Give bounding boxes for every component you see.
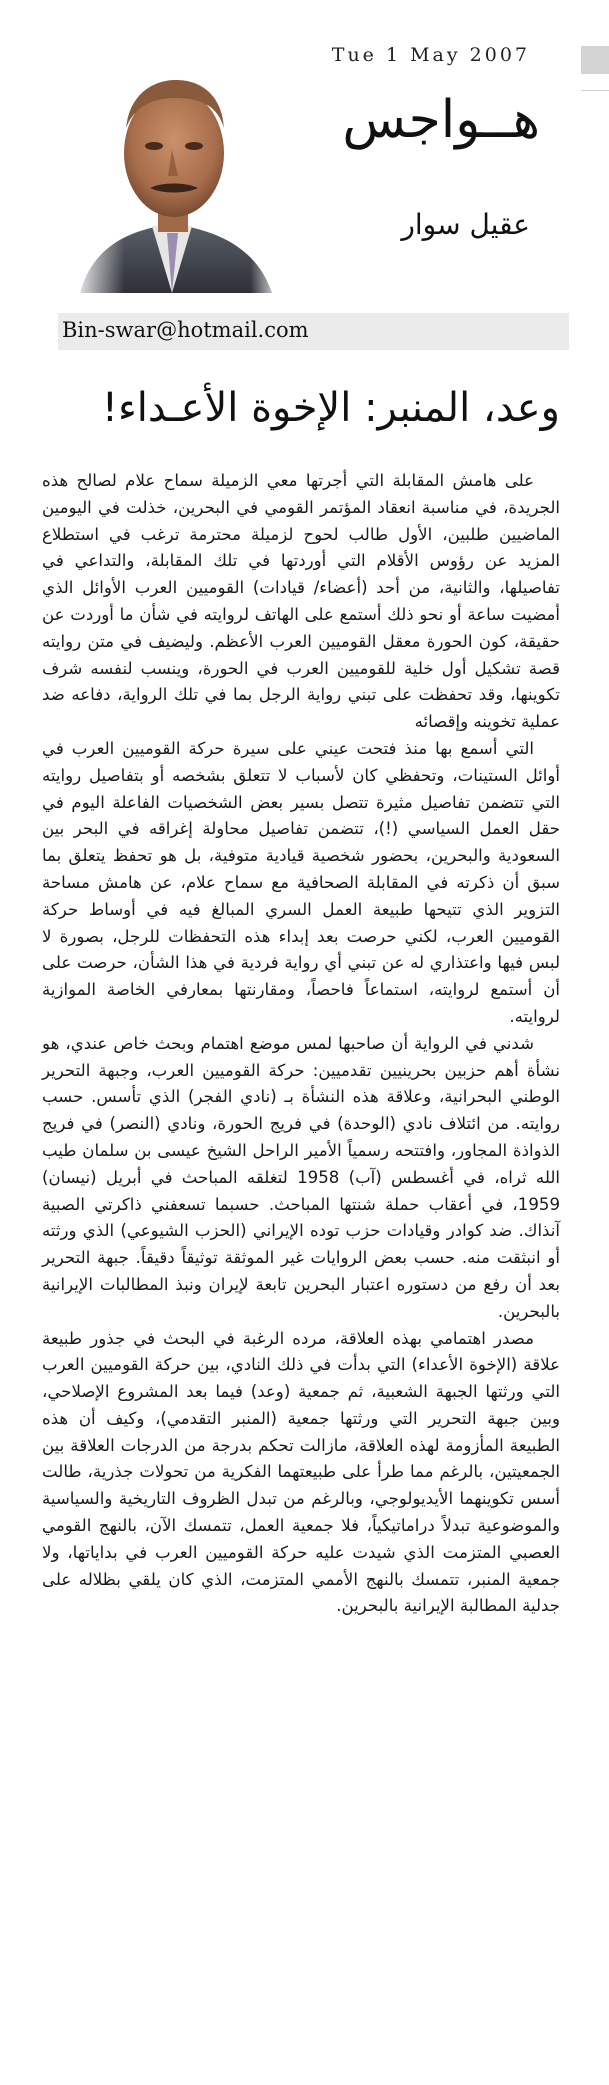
article-body [42,468,560,1620]
right-sidebar-strip [581,0,609,2085]
issue-date: Tue 1 May 2007 [331,44,530,66]
article-paragraph: على هامش المقابلة التي أجرتها معي الزميلة سماح علام لصالح هذه الجريدة، في مناسبة انعقاد المؤتمر القومي في البحرين، خذلت في اليومين الماضيين طلبين، الأول طالب لحوح لزميلة محترمة ترغب في استطلاع المزيد عن رؤوس الأقلام التي أوردتها في تلك المقابلة، والتداعي في تفاصيلها، والثانية، من أحد (أعضاء/ قيادات) القوميين العرب الأوائل الذي أمضيت ساعة أو نحو ذلك أستمع على الهاتف لروايته في شأن ما أوردت عن حقيقة، كون الحورة معقل القوميين العرب الأعظم. وليضيف في متن روايته قصة تشكيل أول خلية للقوميين العرب في الحورة، وينسب لنفسه شرف تكوينها، وقد تحفظت على تبني رواية الرجل بما في تلك الرواية، دفاعه ضد عملية تخوينه وإقصائه [42,471,560,732]
author-email-link[interactable]: Bin-swar@hotmail.com [62,318,309,342]
article-paragraph: التي أسمع بها منذ فتحت عيني على سيرة حركة القوميين العرب في أوائل الستينات، وتحفظي كان لأسباب لا تتعلق بشخصه أو بتفاصيل روايته التي تتضمن تفاصيل مثيرة تتصل بسير بعض الشخصيات الفاعلة اليوم في حقل العمل السياسي (!)، تتضمن تفاصيل محاولة إغراقه في البحر بين السعودية والبحرين، بحضور شخصية قيادية متوفية، بل هو تحفظ يتعلق بما سبق أن ذكرته في المقابلة الصحافية مع سماح علام، عن هامش مساحة التزوير الذي تتيحها طبيعة العمل السري المبالغ فيه في أوساط حركة القوميين العرب، لكني حرصت بعد إبداء هذه التحفظات للرجل، بصورة لا لبس فيها واعتذاري له عن تبني أي رواية فردية في هذا الشأن، حرصت على أن أستمع لروايته، استماعاً فاحصاً، ومقارنتها بمعارفي الخاصة الموازية لروايته. [42,738,560,1026]
column-title: هــواجس [342,90,540,150]
article-paragraph: مصدر اهتمامي بهذه العلاقة، مرده الرغبة في البحث في جذور طبيعة علاقة (الإخوة الأعداء) التي بدأت في ذلك النادي، بين حركة القوميين العرب التي ورثتها الجبهة الشعبية، ثم جمعية (وعد) فيما بعد المشروع الإصلاحي، وبين جبهة التحرير التي ورثتها جمعية (المنبر التقدمي)، وكيف أن هذه الطبيعة المأزومة لهذه العلاقة، مازالت تحكم بدرجة من الدرجات العلاقة بين الجمعيتين، بالرغم مما طرأ على طبيعتهما الفكرية من تحولات جذرية، طالت أسس تكوينهما الأيديولوجي، وبالرغم من تبدل الظروف التاريخية والسياسية والموضوعية تبدلاً دراماتيكياً، فلا جمعية العمل، تتمسك الآن، بالنهج القومي العصبي المتزمت الذي شيدت عليه حركة القوميين العرب في بداياتها، ولا جمعية المنبر، تتمسك بالنهج الأممي المتزمت، الذي كان يلقي بظلاله على جدلية المطالبة الإيرانية بالبحرين. [42,1328,560,1616]
sidebar-tab[interactable] [581,46,609,74]
article-headline: وعد، المنبر: الإخوة الأعـداء! [101,385,560,431]
sidebar-divider [581,90,609,91]
author-name: عقيل سوار [401,208,530,241]
author-portrait-photo [72,58,282,293]
article-paragraph: شدني في الرواية أن صاحبها لمس موضع اهتمام وبحث خاص عندي، هو نشأة أهم حزبين بحرينيين تقدميين: حركة القوميين العرب، وجبهة التحرير الوطني البحرانية، وعلاقة هذه النشأة بـ (نادي الفجر) الذي تأسس. حسب روايته. من ائتلاف نادي (الوحدة) في فريج الحورة، ونادي (النصر) في فريج الذواذة المجاور، وافتتحه رسمياً الأمير الراحل الشيخ عيسى بن سلمان طيب الله ثراه، في أغسطس (آب) 1958 لتغلقه المباحث في أبريل (نيسان) 1959، في أعقاب حملة شنتها المباحث. حسبما تسعفني ذاكرتي الصبية آنذاك. ضد كوادر وقيادات حزب توده الإيراني (الحزب الشيوعي) الذي ورثته أو انبثقت منه. حسب بعض الروايات غير الموثقة توثيقاً دقيقاً. جبهة التحرير بعد أن رفع من دستوره اعتبار البحرين تابعة لإيران ونبذ المطالبات الإيرانية بالبحرين. [42,1033,560,1321]
